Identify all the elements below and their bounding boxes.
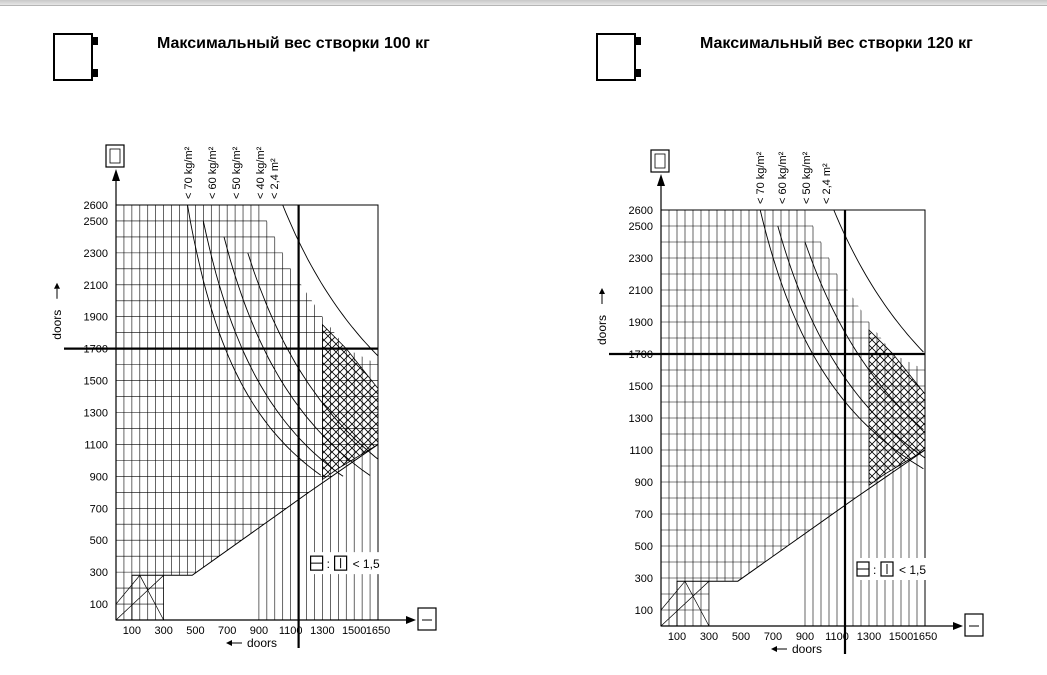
y-tick-label: 1100 [84, 439, 108, 452]
x-tick-label: 300 [154, 625, 173, 637]
y-tick-label: 2500 [83, 215, 108, 228]
y-tick-label: 1100 [629, 445, 653, 457]
weight-curve-label: < 2,4 m² [269, 158, 281, 199]
y-axis-arrowhead [657, 174, 665, 186]
weight-curve-label: < 70 kg/m² [183, 146, 195, 199]
x-axis-arrowhead [953, 622, 963, 630]
ratio-limit-label: < 1,5 [352, 557, 380, 572]
y-tick-label: 2600 [628, 205, 653, 217]
y-tick-label: 100 [89, 599, 108, 612]
vertical-door-icon [106, 145, 124, 167]
weight-curve-label: < 50 kg/m² [801, 151, 813, 204]
ratio-limit-label: < 1,5 [899, 563, 927, 577]
horizontal-door-icon [965, 614, 983, 636]
y-tick-label: 500 [634, 541, 653, 553]
y-tick-label: 2300 [83, 247, 108, 260]
x-tick-label: 1650 [912, 631, 938, 643]
y-axis-label-arrowhead [599, 288, 605, 294]
x-axis-label-arrowhead [771, 646, 777, 652]
y-tick-label: 700 [634, 509, 653, 521]
chart-title: Максимальный вес створки 100 кг [157, 35, 430, 52]
excluded-region-lower [116, 444, 378, 620]
x-tick-label: 100 [667, 631, 687, 643]
y-tick-label: 2600 [83, 200, 108, 212]
y-tick-label: 1300 [628, 413, 653, 425]
ratio-colon: : [326, 557, 330, 572]
y-tick-label: 1300 [83, 407, 108, 420]
y-tick-label: 300 [634, 573, 653, 585]
y-tick-label: 2500 [628, 221, 653, 233]
ratio-colon: : [873, 563, 877, 577]
weight-curve-label: < 2,4 m² [821, 163, 833, 204]
y-tick-label: 1700 [83, 343, 108, 356]
x-tick-label: 100 [122, 625, 142, 637]
excluded-region-lower [661, 450, 925, 626]
y-tick-label: 1900 [83, 311, 108, 324]
x-axis-label-arrowhead [226, 640, 232, 646]
x-tick-label: 1100 [825, 631, 849, 643]
chart-panel-100kg [0, 0, 523, 675]
weight-curve-label: < 70 kg/m² [755, 151, 767, 204]
weight-curve-label: < 60 kg/m² [207, 146, 219, 199]
y-tick-label: 2300 [628, 253, 653, 265]
y-tick-label: 2100 [83, 279, 108, 292]
x-tick-label: 1100 [278, 625, 303, 637]
x-tick-label: 500 [731, 631, 751, 643]
y-axis-label: doors [50, 309, 64, 340]
y-tick-label: 700 [89, 503, 108, 516]
door-size-diagram-120kg [524, 0, 1047, 675]
y-axis-arrowhead [112, 169, 120, 181]
x-tick-label: 900 [249, 625, 269, 637]
y-tick-label: 2100 [628, 285, 653, 297]
y-tick-label: 100 [634, 605, 653, 617]
x-axis-label: doors [791, 642, 823, 656]
door-size-diagram-100kg [0, 0, 523, 675]
x-tick-label: 900 [795, 631, 815, 643]
vertical-door-icon [651, 150, 669, 172]
y-tick-label: 300 [89, 567, 108, 580]
y-tick-label: 900 [634, 477, 653, 489]
y-tick-label: 1900 [628, 317, 653, 329]
x-tick-label: 300 [699, 631, 719, 643]
weight-curve-label: < 50 kg/m² [231, 146, 243, 199]
x-axis-label: doors [246, 636, 278, 650]
chart-title: Максимальный вес створки 120 кг [700, 35, 973, 52]
chart-panel-120kg [524, 0, 1047, 675]
x-tick-label: 1300 [856, 631, 882, 643]
y-axis-label: doors [595, 314, 609, 346]
x-tick-label: 1500 [888, 631, 914, 643]
horizontal-door-icon [418, 608, 436, 630]
x-tick-label: 1300 [310, 625, 335, 637]
y-tick-label: 1700 [628, 349, 653, 361]
x-tick-label: 700 [217, 625, 237, 637]
y-tick-label: 1500 [83, 375, 108, 388]
x-tick-label: 700 [763, 631, 783, 643]
weight-curve-label: < 40 kg/m² [255, 146, 267, 199]
weight-curve-label: < 60 kg/m² [777, 151, 789, 204]
x-tick-label: 500 [186, 625, 205, 637]
y-axis-label-arrowhead [54, 283, 60, 289]
y-tick-label: 900 [89, 471, 108, 484]
x-tick-label: 1500 [341, 625, 367, 637]
x-tick-label: 1650 [365, 625, 391, 637]
y-tick-label: 500 [89, 535, 108, 548]
x-axis-arrowhead [406, 616, 416, 624]
y-tick-label: 1500 [628, 381, 653, 393]
